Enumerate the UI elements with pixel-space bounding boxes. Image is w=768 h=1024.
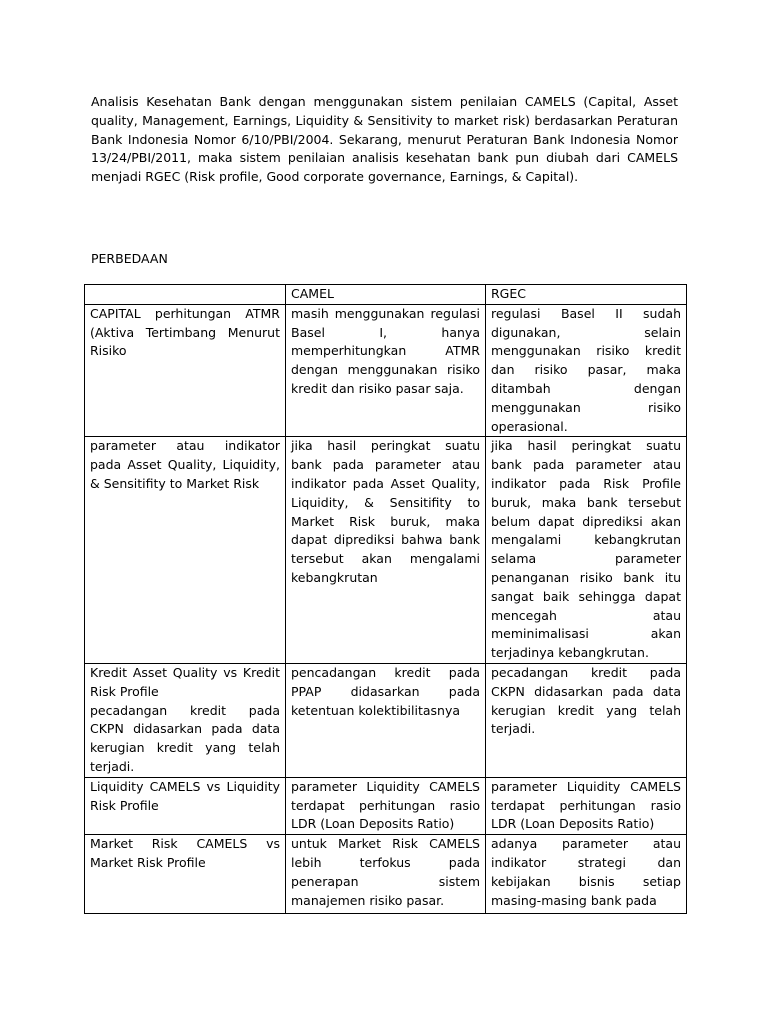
cell-aspect-title: Kredit Asset Quality vs Kredit Risk Profile [90,664,280,699]
cell-camel-text: untuk Market Risk CAMELS lebih terfokus pada penerapan sistem manajemen risiko pasar. [291,836,480,908]
intro-paragraph: Analisis Kesehatan Bank dengan menggunakan sistem penilaian CAMELS (Capital, Asset quality, Management, Earnings, Liquidity & Sensitivity to market risk) berdasarkan Peraturan Bank Indonesia Nomor 6/10/PBI/2004. Sekarang, menurut Peraturan Bank Indonesia Nomor 13/24/PBI/2011, maka sistem penilaian analisis kesehatan bank pun diubah dari CAMELS menjadi RGEC (Risk profile, Good corporate governance, Earnings, & Capital). [91,94,678,185]
section-heading: PERBEDAAN [91,251,168,266]
cell-rgec [486,835,687,914]
cell-rgec: regulasi Basel II sudah digunakan, selain menggunakan risiko kredit dan risiko pasar, maka ditambah dengan menggunakan risiko operasional. [486,304,687,437]
cell-aspect: Liquidity CAMELS vs Liquidity Risk Profile [85,777,286,834]
cell-rgec: jika hasil peringkat suatu bank pada parameter atau indikator pada Risk Profile buruk, maka bank tersebut belum dapat diprediksi akan mengalami kebangkrutan selama parameter penanganan risiko bank itu sangat baik sehingga dapat mencegah atau meminimalisasi akan terjadinya kebangkrutan. [486,437,687,664]
comparison-table [84,284,687,914]
cell-rgec: parameter Liquidity CAMELS terdapat perhitungan rasio LDR (Loan Deposits Ratio) [486,777,687,834]
table-row [85,304,687,437]
cell-camel [286,835,486,914]
header-cell-rgec: RGEC [486,285,687,305]
header-cell-camel: CAMEL [286,285,486,305]
cell-camel: masih menggunakan regulasi Basel I, hanya memperhitungkan ATMR dengan menggunakan risiko kredit dan risiko pasar saja. [286,304,486,437]
table-row [85,777,687,834]
cell-aspect-detail: pecadangan kredit pada CKPN didasarkan pada data kerugian kredit yang telah terjadi. [90,702,280,774]
table-row [85,663,687,777]
table-header-row [85,285,687,305]
cell-camel: jika hasil peringkat suatu bank pada parameter atau indikator pada Asset Quality, Liquidity, & Sensitifity to Market Risk buruk, maka dapat diprediksi bahwa bank tersebut akan mengalami kebangkrutan [286,437,486,664]
cell-rgec: pecadangan kredit pada CKPN didasarkan pada data kerugian kredit yang telah terjadi. [486,663,687,777]
table-row [85,437,687,664]
cell-camel: pencadangan kredit pada PPAP didasarkan pada ketentuan kolektibilitasnya [286,663,486,777]
cell-aspect [85,663,286,777]
table-row [85,835,687,914]
cell-aspect [85,835,286,914]
header-cell-aspect [85,285,286,305]
cell-camel: parameter Liquidity CAMELS terdapat perhitungan rasio LDR (Loan Deposits Ratio) [286,777,486,834]
cell-aspect: CAPITAL perhitungan ATMR (Aktiva Tertimbang Menurut Risiko [85,304,286,437]
cell-aspect: parameter atau indikator pada Asset Quality, Liquidity, & Sensitifity to Market Risk [85,437,286,664]
cell-rgec-text: adanya parameter atau indikator strategi dan kebijakan bisnis setiap masing-masing bank pada [491,836,681,908]
cell-aspect-text: Market Risk CAMELS vs Market Risk Profile [90,836,280,870]
